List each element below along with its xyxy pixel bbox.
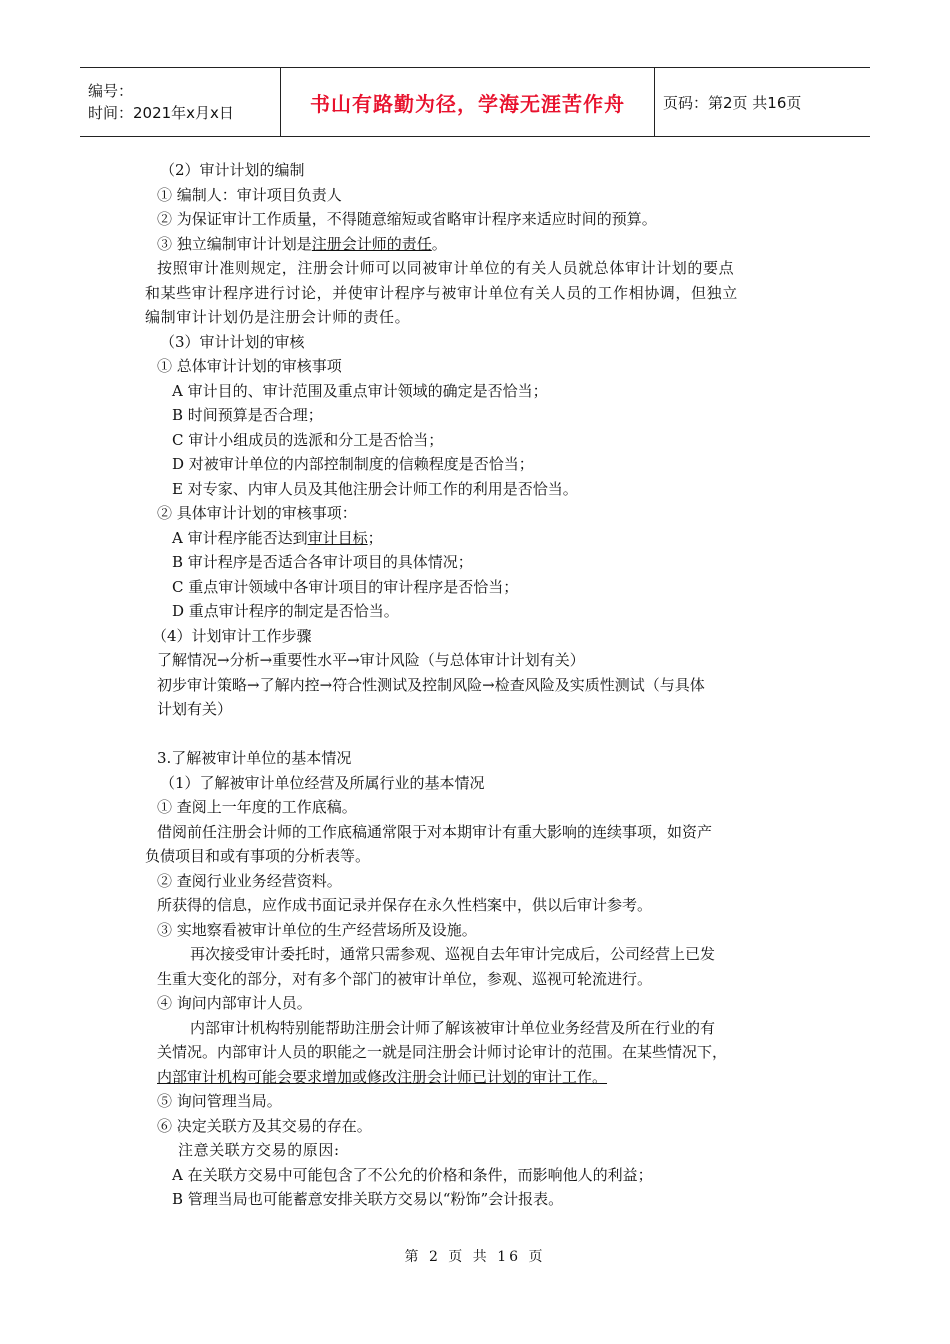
line-text: ⑤ 询问管理当局。 xyxy=(157,1092,282,1110)
header-motto-cell xyxy=(280,68,655,136)
text-line xyxy=(0,501,950,526)
header-page-info xyxy=(655,68,801,136)
text-line xyxy=(0,697,950,722)
line-text: 生重大变化的部分，对有多个部门的被审计单位，参观、巡视可轮流进行。 xyxy=(157,969,653,988)
text-line xyxy=(0,330,950,355)
text-line xyxy=(0,305,950,330)
line-text: A 审计目的、审计范围及重点审计领域的确定是否恰当； xyxy=(172,381,548,400)
line-tail: 。 xyxy=(431,234,447,253)
line-text: 编制审计计划仍是注册会计师的责任。 xyxy=(145,308,411,326)
line-text: 所获得的信息，应作成书面记录并保存在永久性档案中，供以后审计参考。 xyxy=(157,896,653,914)
text-line xyxy=(0,232,950,257)
line-text: ① 查阅上一年度的工作底稿。 xyxy=(157,798,357,816)
line-text: （4）计划审计工作步骤 xyxy=(152,626,312,645)
document-body xyxy=(0,158,950,1212)
text-line xyxy=(0,771,950,796)
line-text: C 重点审计领域中各审计项目的审计程序是否恰当； xyxy=(172,577,519,596)
text-line xyxy=(0,183,950,208)
line-text: ③ 独立编制审计计划是 xyxy=(157,234,312,253)
line-text: D 对被审计单位的内部控制制度的信赖程度是否恰当； xyxy=(172,455,534,473)
text-line xyxy=(0,1138,950,1163)
text-line xyxy=(0,869,950,894)
page-info-text: 页码：第2页 共16页 xyxy=(663,93,802,112)
line-text: 了解情况→分析→重要性水平→审计风险（与总体审计计划有关） xyxy=(157,651,585,669)
page-footer: 第 2 页 共 16 页 xyxy=(404,1249,546,1265)
text-line xyxy=(0,526,950,551)
text-line xyxy=(0,1187,950,1212)
text-line xyxy=(0,550,950,575)
line-text: A 在关联方交易中可能包含了不公允的价格和条件，而影响他人的利益； xyxy=(172,1165,653,1184)
line-text: D 重点审计程序的制定是否恰当。 xyxy=(172,602,399,620)
text-line xyxy=(0,158,950,183)
line-text: E 对专家、内审人员及其他注册会计师工作的利用是否恰当。 xyxy=(172,479,578,498)
underlined-text: 内部审计机构可能会要求增加或修改注册会计师已计划的审计工作。 xyxy=(157,1067,608,1086)
text-line xyxy=(0,1016,950,1041)
text-line xyxy=(0,918,950,943)
line-text: ④ 询问内部审计人员。 xyxy=(157,994,312,1012)
line-text: （1）了解被审计单位经营及所属行业的基本情况 xyxy=(160,773,485,792)
line-text: ② 为保证审计工作质量，不得随意缩短或省略审计程序来适应时间的预算。 xyxy=(157,210,657,228)
text-line xyxy=(0,942,950,967)
text-line xyxy=(0,991,950,1016)
line-text: ③ 实地察看被审计单位的生产经营场所及设施。 xyxy=(157,920,477,939)
text-line xyxy=(0,575,950,600)
document-date: 时间：2021年x月x日 xyxy=(88,104,234,122)
text-line xyxy=(0,746,950,771)
line-text: 注意关联方交易的原因: xyxy=(178,1141,340,1159)
underlined-text: 注册会计师的责任 xyxy=(311,234,432,253)
text-line xyxy=(0,1114,950,1139)
text-line xyxy=(0,673,950,698)
line-text: A 审计程序能否达到 xyxy=(172,528,308,547)
line-text: 计划有关） xyxy=(157,700,233,718)
text-line xyxy=(0,428,950,453)
line-text: 内部审计机构特别能帮助注册会计师了解该被审计单位业务经营及所在行业的有 xyxy=(190,1018,716,1037)
text-line xyxy=(0,403,950,428)
text-line xyxy=(0,648,950,673)
underlined-text: 审计目标 xyxy=(307,528,368,547)
text-line xyxy=(0,795,950,820)
page-header xyxy=(80,67,870,137)
text-line xyxy=(0,624,950,649)
line-text: 按照审计准则规定，注册会计师可以同被审计单位的有关人员就总体审计计划的要点 xyxy=(157,259,735,277)
text-line xyxy=(0,893,950,918)
text-line xyxy=(0,1065,950,1090)
text-line xyxy=(0,599,950,624)
blank-line xyxy=(0,722,950,747)
line-text: 负债项目和或有事项的分析表等。 xyxy=(145,847,371,865)
line-text: （2）审计计划的编制 xyxy=(160,161,305,179)
line-text: 3.了解被审计单位的基本情况 xyxy=(157,749,352,767)
text-line xyxy=(0,1163,950,1188)
header-meta xyxy=(80,68,280,136)
line-text: 借阅前任注册会计师的工作底稿通常限于对本期审计有重大影响的连续事项，如资产 xyxy=(157,822,713,841)
line-text: ② 查阅行业业务经营资料。 xyxy=(157,871,342,890)
document-number-label: 编号： xyxy=(88,82,134,100)
text-line xyxy=(0,844,950,869)
line-text: 再次接受审计委托时，通常只需参观、巡视自去年审计完成后，公司经营上已发 xyxy=(190,945,716,963)
line-text: ⑥ 决定关联方及其交易的存在。 xyxy=(157,1116,372,1135)
line-tail: ； xyxy=(367,528,383,547)
header-motto: 书山有路勤为径，学海无涯苦作舟 xyxy=(310,91,625,116)
line-text: 和某些审计程序进行讨论，并使审计程序与被审计单位有关人员的工作相协调，但独立 xyxy=(145,283,738,302)
text-line xyxy=(0,452,950,477)
text-line xyxy=(0,207,950,232)
text-line xyxy=(0,477,950,502)
text-line xyxy=(0,379,950,404)
line-text: 初步审计策略→了解内控→符合性测试及控制风险→检查风险及实质性测试（与具体 xyxy=(157,675,705,694)
text-line xyxy=(0,820,950,845)
line-text: （3）审计计划的审核 xyxy=(160,332,305,351)
line-text: C 审计小组成员的选派和分工是否恰当； xyxy=(172,430,444,449)
text-line xyxy=(0,967,950,992)
text-line xyxy=(0,1040,950,1065)
line-text: B 时间预算是否合理； xyxy=(172,406,323,424)
text-line xyxy=(0,281,950,306)
line-text: B 审计程序是否适合各审计项目的具体情况； xyxy=(172,553,473,571)
line-text: ① 编制人：审计项目负责人 xyxy=(157,185,342,204)
line-text: ① 总体审计计划的审核事项 xyxy=(157,357,342,375)
text-line xyxy=(0,354,950,379)
line-text: 关情况。内部审计人员的职能之一就是同注册会计师讨论审计的范围。在某些情况下， xyxy=(157,1043,728,1061)
text-line xyxy=(0,256,950,281)
line-text: ② 具体审计计划的审核事项： xyxy=(157,504,357,522)
line-text: B 管理当局也可能蓄意安排关联方交易以“粉饰”会计报表。 xyxy=(172,1190,564,1208)
text-line xyxy=(0,1089,950,1114)
